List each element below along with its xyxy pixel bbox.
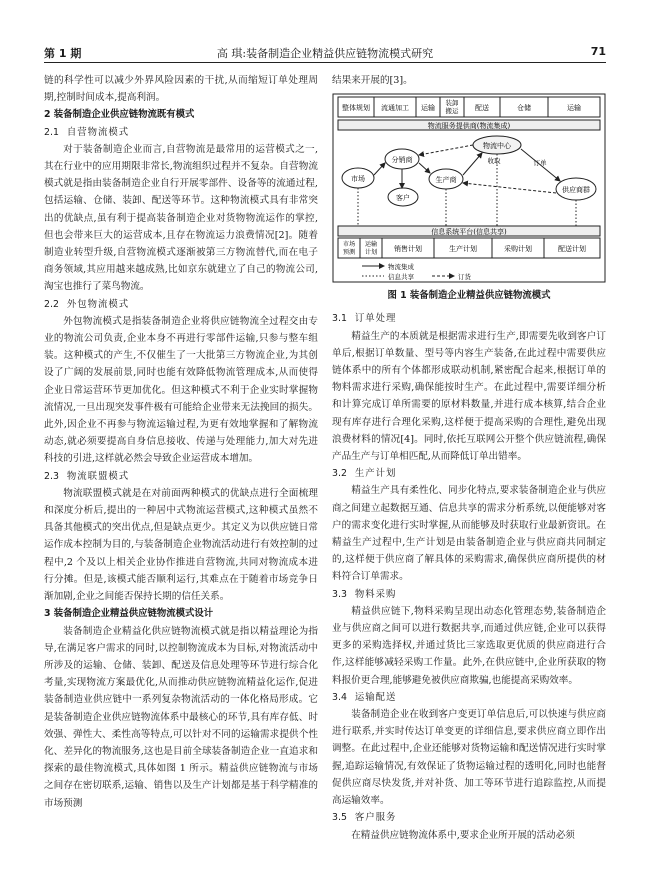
subsection-title: 订单处理 [354,313,397,325]
issue-number: 第 1 期 [44,47,82,60]
node-label: 分销商 [391,156,413,165]
paragraph: 结果来开展的[3]。 [332,75,413,86]
subsection-heading-2-3 [44,468,318,485]
function-boxes [338,97,600,117]
figure-caption: 图 1 装备制造企业精益供应链物流模式 [387,290,551,302]
section-heading-2: 2 装备制造企业供应链物流既有模式 [44,109,195,121]
subsection-number: 2.2 [44,298,59,310]
planning-boxes [338,238,600,258]
paragraph: 精益生产的本质就是根据需求进行生产,即需要先收到客户订单后,根据订单数量、型号等内容生产装备,在此过程中需要供应链体系中的所有个体都形成联动机制,紧密配合起来,根据订单的物料需求进行采购,确保能按时生产。在此过程中,需要详细分析和计算完成订单所需要的原材料数量,并进行成本核算,结合企业现有库存进行合理化采购,这样便于提高采购的合理性,避免出现浪费材料的情况[4]。同时,依托互联网公开整个供应链流程,确保产品生产与订单相匹配,从而降低订单出错率。 [332,330,606,463]
legend-info: 信息共享 [388,273,414,282]
paragraph: 外包物流模式是指装备制造企业将供应链物流全过程交由专业的物流公司负责,企业本身不再进行零部件运输,只参与整车组装。这种模式的产生,不仅催生了一大批第三方物流企业,为其创设了广阔的发展前景,同时也能有效降低物流管理成本,从而使得企业日常运营环节更加优化。但这种模式不利于企业实时掌握物流情况,一旦出现突发事件极有可能给企业带来无法挽回的损失。此外,因企业不再参与物流运输过程,为更有效地掌握和了解物流动态,就必须要提高自身信息接收、传递与处理能力,加大对先进科技的引进,这样就必然会导致企业运营成本增加。 [44,315,318,465]
info-platform-label: 信息系统平台(信息共享) [431,228,507,237]
paragraph: 在精益供应链物流体系中,要求企业所开展的活动必须 [351,829,575,841]
node-label: 供应商群 [562,186,590,195]
subsection-title: 运输配送 [354,691,397,703]
paragraph: 链的科学性可以减少外界风险因素的干扰,从而缩短订单处理周期,控制时间成本,提高利润。 [44,75,318,104]
figure-1 [332,93,606,283]
subsection-number: 2.3 [44,470,59,482]
subsection-number: 3.2 [332,468,347,480]
plan-label: 配送计划 [558,245,586,254]
paragraph: 装备制造企业精益化供应链物流模式就是指以精益理论为指导,在满足客户需求的同时,以控制物流成本为目标,对物流活动中所涉及的运输、仓储、装卸、配送及信息处理等环节进行综合化考量,实现物流方案最优化,从而推动供应链物流精益化运作,促进装备制造业供应链中一系列复杂物流活动的一体化格局形成。它是装备制造企业供应链物流体系中最核心的环节,具有库存低、时效强、弹性大、柔性高等特点,可以针对不同的运输需求提供个性化、差异化的物流服务,这也是目前全球装备制造企业一直追求和探索的最佳物流模式,具体如图 1 所示。精益供应链物流与市场之间存在密切联系,运输、销售以及生产计划都是基于科学精准的市场预测 [44,625,318,809]
subsection-heading-2-1 [44,124,318,141]
function-label: 运输 [567,104,581,113]
subsection-heading-3-2 [332,465,606,482]
node-label: 生产商 [435,176,457,185]
function-label: 整体规划 [342,104,370,113]
subsection-title: 自营物流模式 [66,126,130,138]
right-column [332,72,606,844]
plan-label: 生产计划 [449,245,477,254]
page-number: 71 [590,45,606,58]
paragraph: 物流联盟模式就是在对前面两种模式的优缺点进行全面梳理和深度分析后,提出的一种居中式物流运营模式,这种模式虽然不具备其他模式的突出优点,但是缺点更少。其定义为以供应链日常运作成本控制为目的,与装备制造企业物流活动进行有效控制的过程中,2 个及以上相关企业协作推进自营物流,共同对物流成本进行分摊。但是,该模式能否顺利运行,其难点在于随着市场竞争日渐加剧,企业之间能否保持长期的信任关系。 [44,487,318,603]
section-heading-3: 3 装备制造企业精益供应链物流模式设计 [44,608,214,620]
function-label: 仓储 [517,104,531,113]
subsection-title: 生产计划 [354,468,397,480]
subsection-number: 3.1 [332,313,347,325]
subsection-number: 3.5 [332,812,347,824]
node-label: 市场 [351,175,365,184]
node-label: 物流中心 [483,142,511,151]
supply-chain-diagram [332,93,606,283]
function-label: 配送 [475,104,489,113]
subsection-number: 2.1 [44,126,59,138]
legend-logistics: 物流集成 [388,263,414,272]
subsection-heading-2-2 [44,296,318,313]
subsection-heading-3-5 [332,809,606,826]
subsection-title: 客户服务 [354,812,397,824]
subsection-title: 外包物流模式 [66,298,130,310]
paragraph: 对于装备制造企业而言,自营物流是最常用的运营模式之一,其在行业中的应用期限非常长,物流组织过程并不复杂。自营物流模式就是指由装备制造企业自行开展零部件、设备等的流通过程,包括运输、仓储、装卸、配送等环节。这种物流模式具有非常突出的优缺点,虽有利于提高装备制造企业对货物物流运作的掌控,但也会带来巨大的运营成本,且存在物流运力浪费情况[2]。随着制造业转型升级,自营物流模式逐渐被第三方物流替代,而在电子商务领域,其应用越来越成熟,比如京东就建立了自己的物流公司,淘宝也推行了菜鸟物流。 [44,143,318,293]
subsection-title: 物料采购 [354,588,397,600]
legend-order: 订货 [458,273,471,282]
subsection-title: 物流联盟模式 [66,470,130,482]
paragraph: 装备制造企业在收到客户变更订单信息后,可以快速与供应商进行联系,并实时传达订单变更的详细信息,要求供应商立即作出调整。在此过程中,企业还能够对货物运输和配送情况进行实时掌握,追踪运输情况,有效保证了货物运输过程的透明化,同时也能督促供应商尽快发货,并对补货、加工等环节进行追踪监控,从而提高运输效率。 [332,709,606,807]
function-label: 流通加工 [381,104,409,113]
node-label: 客户 [396,194,410,203]
plan-label: 采购计划 [504,245,532,254]
paragraph: 精益供应链下,物料采购呈现出动态化管理态势,装备制造企业与供应商之间可以进行数据共享,而通过供应链,企业可以获得更多的采购选择权,并通过货比三家选取更优质的供应商进行合作,这样能够减轻采购工作量。此外,在供应链中,企业所获取的物料报价更合理,能够避免被供应商欺骗,也能提高采购效率。 [332,605,606,686]
plan-label: 销售计划 [394,245,422,254]
subsection-heading-3-1 [332,310,606,327]
function-label: 运输 [421,104,435,113]
flow-label: 收取 [487,157,501,166]
plan-label: 市场预测 [342,241,356,257]
running-title: 高 琪:装备制造企业精益供应链物流模式研究 [216,47,434,60]
legend [362,262,472,281]
subsection-number: 3.4 [332,691,347,703]
paragraph: 精益生产具有柔性化、同步化特点,要求装备制造企业与供应商之间建立起数据互通、信息共享的需求分析系统,以便能够对客户的需求变化进行实时掌握,从而能够及时获取行业最新资讯。在精益生产过程中,生产计划是由装备制造企业与供应商共同制定的,这样便于供应商了解具体的采购需求,确保供应商所提供的材料符合订单需求。 [332,485,606,583]
flow-label: 订单 [533,159,547,168]
subsection-heading-3-4 [332,689,606,706]
function-label: 装卸搬运 [445,99,459,116]
plan-label: 运输计划 [364,241,378,257]
page-header [44,40,606,63]
subsection-number: 3.3 [332,588,347,600]
subsection-heading-3-3 [332,586,606,603]
left-column [44,72,318,812]
platform-label: 物流服务提供商(物流集成) [427,122,511,131]
